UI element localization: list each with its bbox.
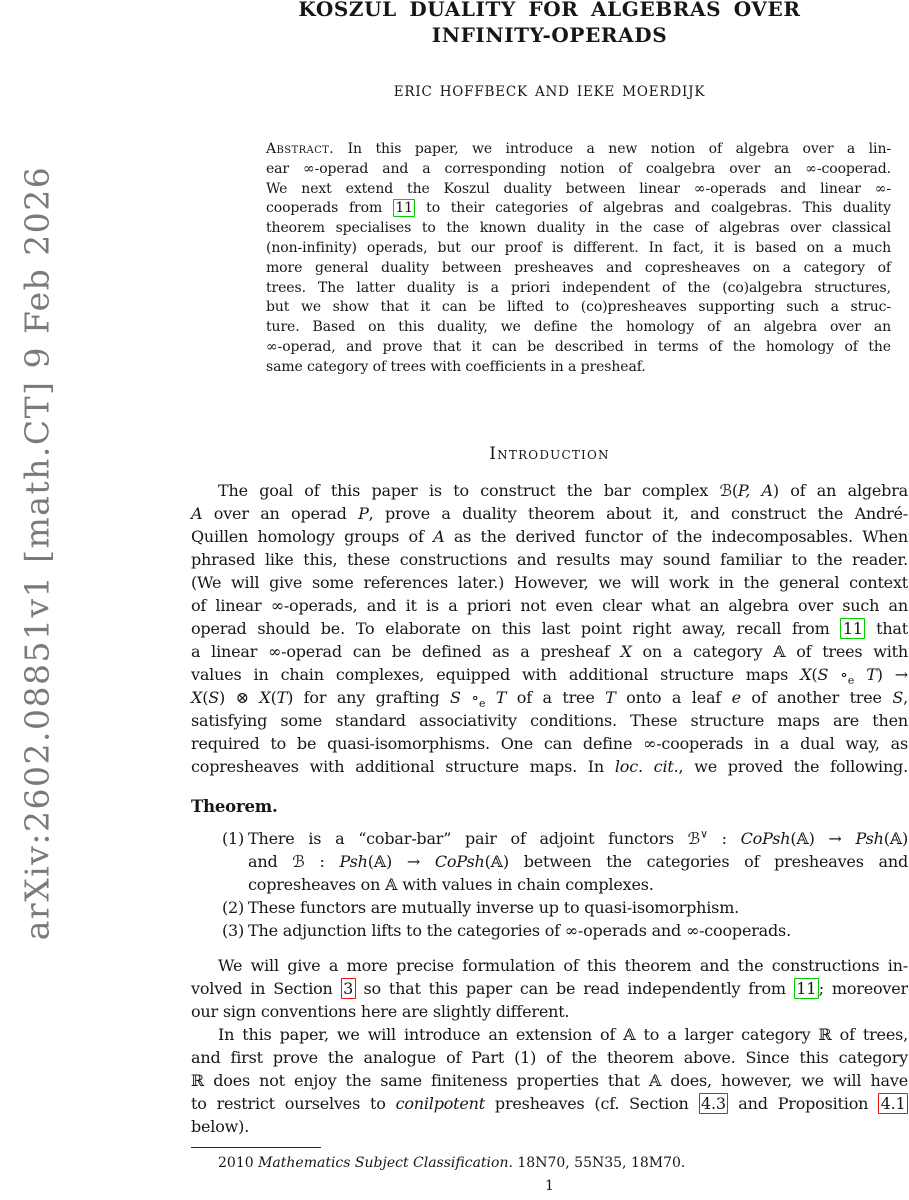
text-line: and ℬ : Psh(𝔸) → CoPsh(𝔸) between the categories of presheaves and — [248, 852, 908, 871]
theorem-heading: Theorem. — [191, 797, 278, 816]
text-line: theorem specialises to the known duality in the case of algebras over classical — [266, 220, 891, 237]
text-line: below). — [191, 1117, 250, 1136]
citation-link[interactable]: 11 — [840, 618, 865, 639]
text-line: satisfying some standard associativity conditions. These structure maps are then — [191, 711, 908, 730]
text-line: (non-infinity) operads, but our proof is different. In fact, it is based on a much — [266, 239, 891, 256]
text-line: to restrict ourselves to conilpotent presheaves (cf. Section 4.3 and Proposition 4.1 — [191, 1092, 908, 1115]
section-link[interactable]: 4.1 — [878, 1093, 908, 1114]
text-line: Abstract. In this paper, we introduce a new notion of algebra over a lin- — [266, 141, 891, 157]
text-line: copresheaves with additional structure maps. In loc. cit., we proved the following. — [191, 757, 908, 776]
text-line: We next extend the Koszul duality between linear ∞-operads and linear ∞- — [266, 180, 891, 197]
section-link[interactable]: 4.3 — [699, 1093, 729, 1114]
text-line: ∞-operad, and prove that it can be described in terms of the homology of the — [266, 338, 891, 355]
theorem-item — [222, 919, 908, 942]
text-line: cooperads from 11 to their categories of algebras and coalgebras. This duality — [266, 200, 891, 217]
section-link[interactable]: 3 — [341, 978, 356, 999]
page-number: 1 — [545, 1178, 554, 1194]
arxiv-watermark: arXiv:2602.08851v1 [math.CT] 9 Feb 2026 — [17, 165, 57, 941]
text-line: but we show that it can be lifted to (co)presheaves supporting such a struc- — [266, 299, 891, 316]
text-line: (2) These functors are mutually inverse up to quasi-isomorphism. — [222, 898, 740, 917]
theorem-item — [222, 827, 909, 896]
citation-link[interactable]: 11 — [794, 978, 819, 999]
text-line: The goal of this paper is to construct the bar complex ℬ(P, A) of an algebra — [218, 481, 908, 500]
text-line: phrased like this, these constructions and results may sound familiar to the reader. — [191, 550, 908, 569]
authors: ERIC HOFFBECK AND IEKE MOERDIJK — [393, 84, 706, 100]
theorem-list — [191, 827, 908, 942]
text-line: values in chain complexes, equipped with additional structure maps X(S $\circ_e$ T) → — [191, 665, 908, 688]
paragraph-3 — [191, 1023, 908, 1138]
text-line: a linear ∞-operad can be defined as a presheaf X on a category 𝔸 of trees with — [191, 642, 908, 661]
paper-title-line2: INFINITY-OPERADS — [431, 23, 668, 47]
text-line: (We will give some references later.) However, we will work in the general context — [191, 573, 908, 592]
text-line: Quillen homology groups of A as the derived functor of the indecomposables. When — [191, 527, 908, 546]
text-line: our sign conventions here are slightly different. — [191, 1002, 570, 1021]
text-line: volved in Section 3 so that this paper can be read independently from 11 ; moreover — [191, 979, 908, 998]
text-line: (1) There is a “cobar-bar” pair of adjoint functors ℬ∨ : CoPsh(𝔸) → Psh(𝔸) — [222, 827, 909, 848]
theorem-item-label: (2) — [222, 898, 245, 917]
text-line: We will give a more precise formulation of this theorem and the constructions in- — [218, 956, 908, 975]
text-line: In this paper, we will introduce an extension of 𝔸 to a larger category ℝ of trees, — [218, 1025, 908, 1044]
theorem-item — [222, 896, 908, 919]
abstract-label: Abstract. — [266, 141, 335, 157]
text-line: operad should be. To elaborate on this last point right away, recall from 11 that — [191, 619, 908, 638]
intro-paragraph-1 — [191, 479, 908, 778]
footnote-msc: 2010 Mathematics Subject Classification. 18N70, 55N35, 18M70. — [218, 1155, 686, 1171]
text-line: copresheaves on 𝔸 with values in chain complexes. — [248, 875, 654, 894]
citation-link[interactable]: 11 — [393, 199, 416, 217]
text-line: same category of trees with coefficients in a presheaf. — [266, 358, 646, 375]
paper-title-line1: KOSZUL DUALITY FOR ALGEBRAS OVER — [298, 0, 801, 21]
text-line: required to be quasi-isomorphisms. One can define ∞-cooperads in a dual way, as — [191, 734, 908, 753]
theorem-item-label: (3) — [222, 921, 245, 940]
text-line: trees. The latter duality is a priori independent of the (co)algebra structures, — [266, 279, 891, 296]
footnote-rule — [191, 1147, 321, 1148]
text-line: (3) The adjunction lifts to the categories of ∞-operads and ∞-cooperads. — [222, 921, 791, 940]
text-line: A over an operad P, prove a duality theorem about it, and construct the André- — [191, 504, 908, 523]
text-line: X(S) ⊗ X(T) for any grafting S $\circ_e$ T of a tree T onto a leaf e of another tree S, — [191, 688, 908, 711]
theorem-item-label: (1) — [222, 829, 245, 848]
text-line: ℝ does not enjoy the same finiteness properties that 𝔸 does, however, we will have — [191, 1071, 908, 1090]
text-line: and first prove the analogue of Part (1) of the theorem above. Since this category — [191, 1048, 908, 1067]
text-line: ear ∞-operad and a corresponding notion of coalgebra over an ∞-cooperad. — [266, 160, 891, 177]
text-line: of linear ∞-operads, and it is a priori not even clear what an algebra over such an — [191, 596, 908, 615]
abstract — [266, 140, 891, 378]
text-line: more general duality between presheaves and copresheaves on a category of — [266, 259, 891, 276]
text-line: ture. Based on this duality, we define the homology of an algebra over an — [266, 319, 891, 336]
section-heading-introduction: Introduction — [489, 444, 610, 464]
paragraph-2 — [191, 954, 908, 1023]
